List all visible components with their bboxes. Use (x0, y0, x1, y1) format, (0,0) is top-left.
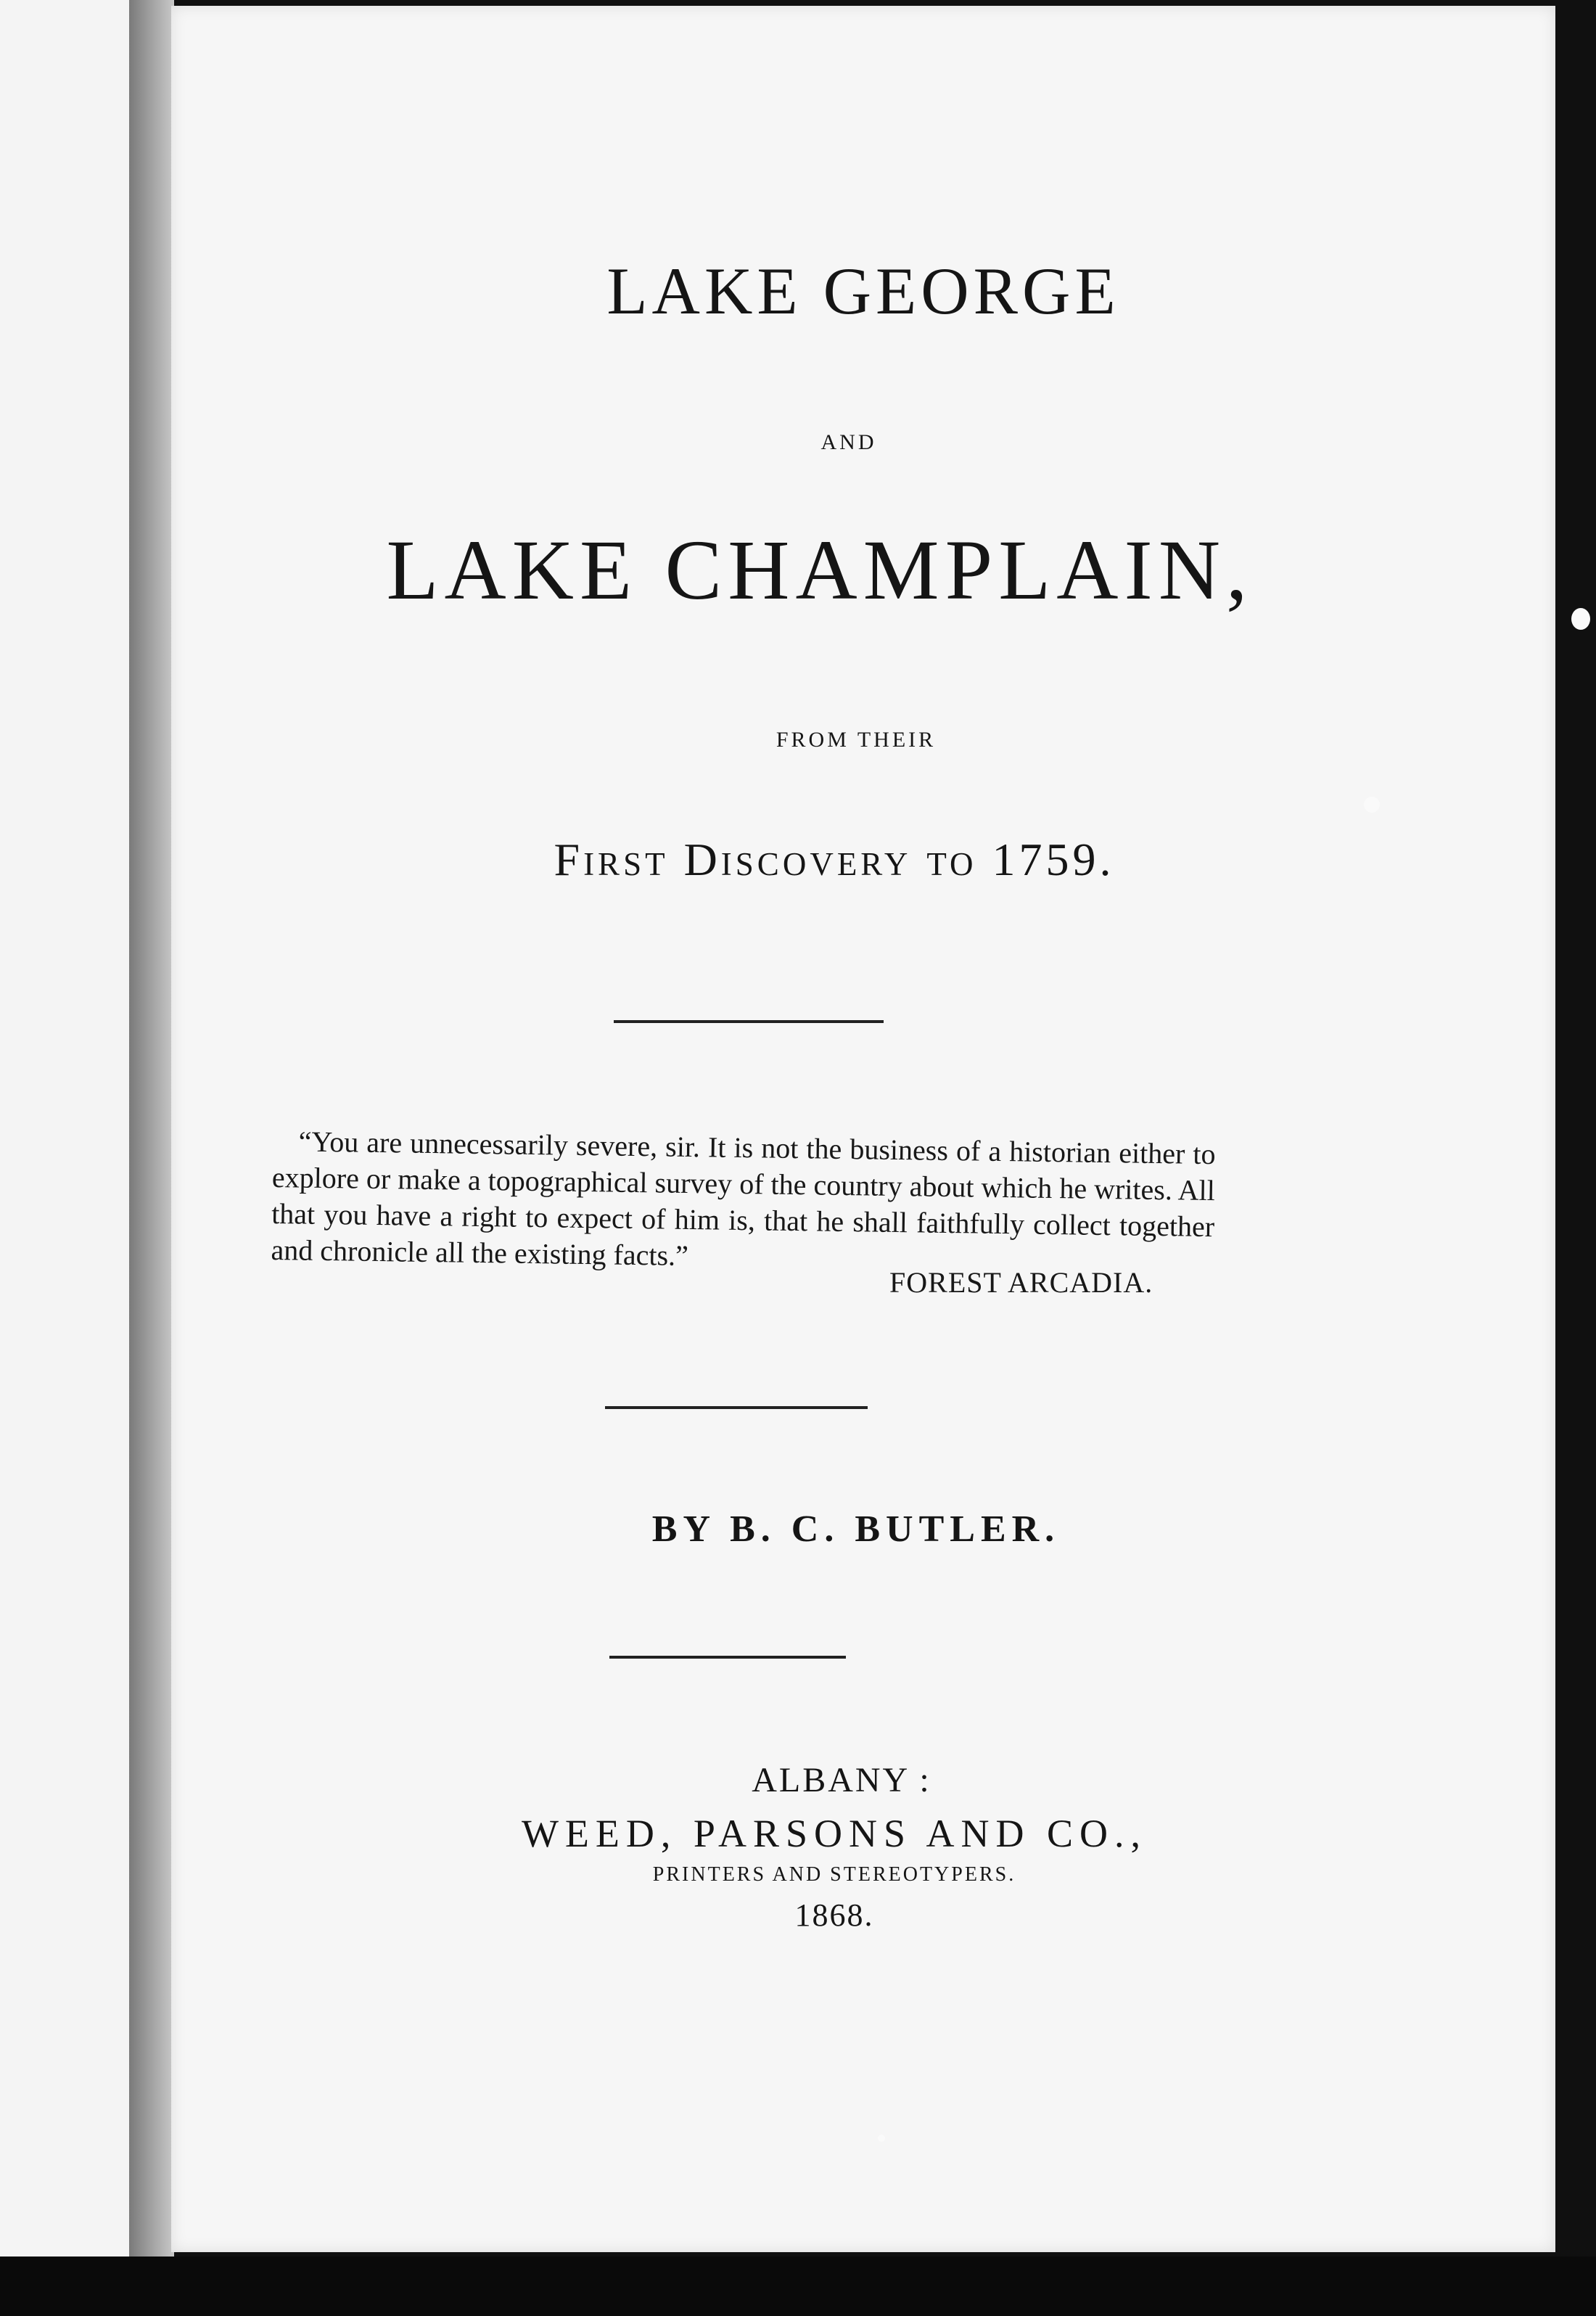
divider-rule-2 (605, 1406, 868, 1409)
scan-speck (1364, 797, 1380, 813)
scan-speck (1571, 608, 1590, 630)
scan-bottom-edge (0, 2257, 1596, 2316)
title-page (171, 6, 1555, 2252)
from-their-line: FROM THEIR (776, 728, 937, 752)
epigraph-text: “You are unnecessarily severe, sir. It is not the business of a historian either to explore or make a topographical survey of the country about which he writes. All that you have a right to expect of him is, that he shall faithfully collect together and chronicle all the existing facts.” (271, 1125, 1216, 1273)
epigraph-source: FOREST ARCADIA. (889, 1266, 1153, 1299)
facing-page-edge (0, 0, 129, 2257)
conjunction-and: AND (820, 430, 877, 454)
subtitle: First Discovery to 1759. (554, 834, 1115, 885)
imprint-trade: PRINTERS AND STEREOTYPERS. (652, 1863, 1016, 1886)
imprint-publisher: WEED, PARSONS AND CO., (521, 1812, 1148, 1855)
title-line-1: LAKE GEORGE (606, 254, 1120, 328)
title-line-2: LAKE CHAMPLAIN, (386, 522, 1254, 617)
author-line: BY B. C. BUTLER. (651, 1508, 1061, 1550)
imprint-city: ALBANY : (752, 1761, 931, 1799)
imprint-year: 1868. (794, 1897, 874, 1933)
divider-rule-3 (609, 1656, 846, 1659)
scan-speck (878, 2135, 885, 2142)
divider-rule-1 (614, 1020, 884, 1023)
